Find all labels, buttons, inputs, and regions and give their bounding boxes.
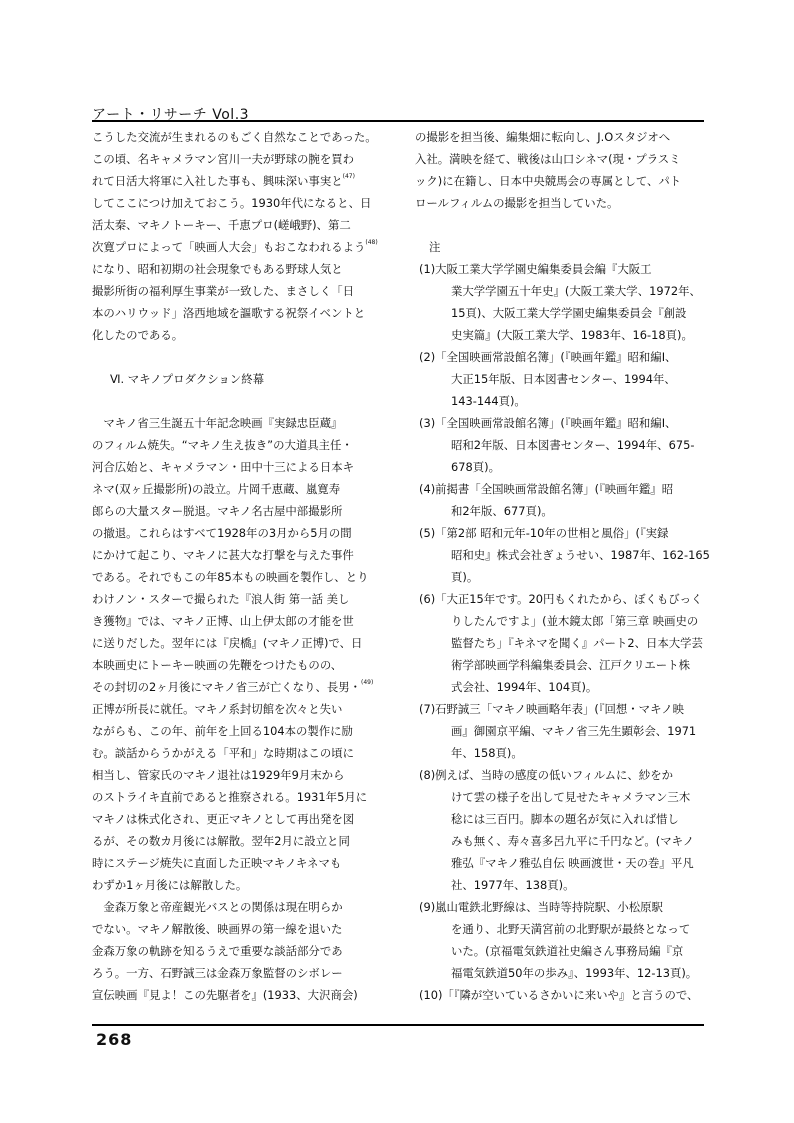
text-line [92, 148, 388, 170]
text-line-content: わずか1ヶ月後には解散した。 [92, 878, 248, 892]
text-line-content: るが、その数カ月後には解散。翌年2月に設立と同 [92, 834, 350, 848]
text-line [92, 412, 388, 434]
note-line [415, 610, 707, 632]
note-line [415, 742, 707, 764]
text-line-content: 相当し、管家氏のマキノ退社は1929年9月末から [92, 768, 345, 782]
text-line-content: 正博が所長に就任。マキノ系封切館を次々と失い [92, 702, 343, 716]
text-line-content: 年、158頁)。 [451, 746, 523, 760]
text-line-content: こうした交流が生まれるのもごく自然なことであった。 [92, 130, 377, 144]
text-line-content: 本のハリウッド」洛西地域を謳歌する祝祭イベントと [92, 306, 366, 320]
text-line-content: してここにつけ加えておこう。1930年代になると、日 [92, 196, 372, 210]
text-line-content: れて日活大将軍に入社した事も、興味深い事実と [92, 174, 343, 188]
note-line [415, 522, 707, 544]
text-line-content: 大正15年版、日本図書センター、1994年、 [451, 372, 676, 386]
page-number: 268 [96, 1030, 133, 1049]
text-line-content: マキノ省三生誕五十年記念映画『実録忠臣蔵』 [92, 416, 343, 430]
text-line [92, 764, 388, 786]
text-line-content: (6)「大正15年です。20円もくれたから、ぼくもびっく [419, 592, 703, 606]
text-line-content: 昭和史』株式会社ぎょうせい、1987年、162-165 [451, 548, 710, 562]
text-line [92, 720, 388, 742]
text-line-content: 河合広始と、キャメラマン・田中十三による日本キ [92, 460, 354, 474]
text-line [92, 984, 388, 1006]
blank-line [415, 214, 707, 236]
text-line-content: 社、1977年、138頁)。 [451, 878, 575, 892]
section-heading [92, 368, 388, 390]
text-line-content: の撤退。これらはすべて1928年の3月から5月の間 [92, 526, 352, 540]
text-line-content: マキノは株式化され、更正マキノとして再出発を図 [92, 812, 355, 826]
text-line [92, 698, 388, 720]
text-line-content: の撮影を担当後、編集畑に転向し、J.Oスタジオへ [415, 130, 671, 144]
text-line-content: 注 [429, 240, 441, 254]
left-column [92, 126, 388, 1006]
text-line-content: りしたんですよ」(並木鏡太郎「第三章 映画史の [451, 614, 699, 628]
text-line-content: いた。(京福電気鉄道社史編さん事務局編『京 [451, 944, 684, 958]
blank-line [92, 390, 388, 412]
text-line-content: その封切の2ヶ月後にマキノ省三が亡くなり、長男・ [92, 680, 362, 694]
note-line [415, 302, 707, 324]
text-line-content: 監督たち」『キネマを聞く』パート2、日本大学芸 [451, 636, 703, 650]
text-line-content: (1)大阪工業大学学園史編集委員会編『大阪工 [419, 262, 652, 276]
text-line-content: 史実篇』(大阪工業大学、1983年、16-18頁)。 [451, 328, 693, 342]
text-line-content: 活太秦、マキノトーキー、千恵プロ(嵯峨野)、第二 [92, 218, 351, 232]
text-line [92, 478, 388, 500]
text-line [92, 258, 388, 280]
note-line [415, 412, 707, 434]
text-line [92, 236, 388, 258]
blank-line [92, 346, 388, 368]
text-line-content: ック)に在籍し、日本中央競馬会の専属として、パト [415, 174, 681, 188]
text-line [92, 192, 388, 214]
text-line-content: けて雲の様子を出して見せたキャメラマン三木 [451, 790, 691, 804]
note-line [415, 478, 707, 500]
note-line [415, 720, 707, 742]
text-line-content: でない。マキノ解散後、映画界の第一線を退いた [92, 922, 343, 936]
text-line-content: (7)石野誠三「マキノ映画略年表」(『回想・マキノ映 [419, 702, 685, 716]
text-line [92, 830, 388, 852]
note-line [415, 500, 707, 522]
text-line-content: ろう。一方、石野誠三は金森万象監督のシボレー [92, 966, 343, 980]
note-line [415, 632, 707, 654]
note-line [415, 544, 710, 566]
note-line [415, 984, 707, 1006]
text-line-content: になり、昭和初期の社会現象でもある野球人気と [92, 262, 343, 276]
note-line [415, 918, 707, 940]
footer-rule [92, 1024, 704, 1026]
note-line [415, 654, 707, 676]
text-line-content: この頃、名キャメラマン宮川一夫が野球の腕を買わ [92, 152, 354, 166]
note-line [415, 280, 707, 302]
text-line-content: 宣伝映画『見よ！この先駆者を』(1933、大沢商会) [92, 988, 358, 1002]
text-line-content: 術学部映画学科編集委員会、江戸クリエート株 [451, 658, 690, 672]
text-line [92, 566, 388, 588]
text-line [92, 610, 388, 632]
text-line [92, 918, 388, 940]
text-line-content: (8)例えば、当時の感度の低いフィルムに、紗をか [419, 768, 673, 782]
text-line [92, 214, 388, 236]
text-line [415, 148, 707, 170]
text-line-content: (9)嵐山電鉄北野線は、当時等持院駅、小松原駅 [419, 900, 663, 914]
text-line-content: 次寛プロによって「映画人大会」もおこなわれるよう [92, 240, 366, 254]
note-line [415, 896, 707, 918]
note-line [415, 676, 707, 698]
text-line-content: (3)「全国映画常設館名簿」(『映画年鑑』昭和編Ⅰ、 [419, 416, 677, 430]
text-line-content: 金森万象と帝産観光バスとの関係は現在明らか [92, 900, 343, 914]
text-line [92, 280, 388, 302]
note-line [415, 808, 707, 830]
text-line [92, 126, 388, 148]
text-line [92, 324, 388, 346]
note-line [415, 940, 707, 962]
running-header: アート・リサーチ Vol.3 [92, 107, 250, 123]
text-line-content: のフィルム焼失。“マキノ生え抜き”の大道具主任・ [92, 438, 353, 452]
text-line-content: 業大学学園五十年史』(大阪工業大学、1972年、 [451, 284, 701, 298]
text-line-content: わけノン・スターで撮られた『浪人街 第一話 美し [92, 592, 350, 606]
text-line [92, 544, 388, 566]
text-line [92, 874, 388, 896]
text-line [92, 962, 388, 984]
text-line [92, 170, 388, 192]
note-line [415, 456, 707, 478]
text-line-content: みも無く、寿々喜多呂九平に千円など。(マキノ [451, 834, 695, 848]
text-line [92, 302, 388, 324]
note-line [415, 390, 707, 412]
note-line [415, 786, 707, 808]
text-line-content: 撮影所街の福利厚生事業が一致した、まさしく「日 [92, 284, 354, 298]
text-line [92, 434, 388, 456]
text-line-content: 678頁)。 [451, 460, 500, 474]
text-line-content: 化したのである。 [92, 328, 184, 342]
text-line-content: 和2年版、677頁)。 [451, 504, 553, 518]
text-line [92, 742, 388, 764]
text-line-content: 昭和2年版、日本図書センター、1994年、675- [451, 438, 695, 452]
text-line [415, 192, 707, 214]
text-line-content: 入社。満映を経て、戦後は山口シネマ(現・プラスミ [415, 152, 681, 166]
text-line [92, 852, 388, 874]
text-line-content: 15頁)、大阪工業大学学園史編集委員会『創設 [451, 306, 687, 320]
text-line-content: む。談話からうかがえる「平和」な時期はこの頃に [92, 746, 354, 760]
note-line [415, 346, 707, 368]
note-line [415, 434, 707, 456]
text-line-content: (4)前掲書「全国映画常設館名簿」(『映画年鑑』昭 [419, 482, 674, 496]
note-line [415, 852, 707, 874]
text-line [92, 808, 388, 830]
text-line-content: を通り、北野天満宮前の北野駅が最終となって [451, 922, 691, 936]
text-line [92, 456, 388, 478]
note-line [415, 764, 707, 786]
text-line-content: Ⅵ. マキノプロダクション終幕 [110, 372, 264, 386]
note-line [415, 588, 707, 610]
text-line [92, 940, 388, 962]
text-line-content: 郎らの大量スター脱退。マキノ名古屋中部撮影所 [92, 504, 343, 518]
text-line-content: ながらも、この年、前年を上回る104本の製作に励 [92, 724, 353, 738]
text-line [92, 588, 388, 610]
footnote-marker: (48) [365, 239, 378, 246]
note-line [415, 830, 707, 852]
text-line [92, 654, 388, 676]
text-line [92, 500, 388, 522]
text-line [92, 896, 388, 918]
note-line [415, 324, 707, 346]
header-rule [92, 120, 704, 122]
text-line-content: 143-144頁)。 [451, 394, 526, 408]
text-line-content: (5)「第2部 昭和元年-10年の世相と風俗」(『実録 [419, 526, 669, 540]
note-line [415, 698, 707, 720]
text-line-content: 稔には三百円。脚本の題名が気に入れば惜し [451, 812, 679, 826]
note-line [415, 368, 707, 390]
note-line [415, 874, 707, 896]
text-line [415, 126, 707, 148]
footnote-marker: (49) [361, 679, 374, 686]
text-line-content: のストライキ直前であると推察される。1931年5月に [92, 790, 368, 804]
footnote-marker: (47) [342, 173, 355, 180]
text-line-content: に送りだした。翌年には『戻橋』(マキノ正博)で、日 [92, 636, 363, 650]
text-line-content: (2)「全国映画常設館名簿」(『映画年鑑』昭和編Ⅰ、 [419, 350, 677, 364]
note-line [415, 962, 707, 984]
text-line [92, 786, 388, 808]
text-line-content: 金森万象の軌跡を知るうえで重要な談話部分であ [92, 944, 343, 958]
text-line [92, 676, 388, 698]
note-line [415, 566, 707, 588]
text-line-content: 福電気鉄道50年の歩み』、1993年、12-13頁)。 [451, 966, 698, 980]
text-line-content: 本映画史にトーキー映画の先鞭をつけたものの、 [92, 658, 343, 672]
text-line-content: 式会社、1994年、104頁)。 [451, 680, 598, 694]
notes-heading [415, 236, 707, 258]
right-column [415, 126, 710, 1006]
text-line-content: 頁)。 [451, 570, 479, 584]
text-line-content: ロールフィルムの撮影を担当していた。 [415, 196, 619, 210]
text-line-content: 画』御園京平編、マキノ省三先生顕彰会、1971 [451, 724, 697, 738]
text-line-content: 時にステージ焼失に直面した正映マキノキネマも [92, 856, 342, 870]
text-line-content: ネマ(双ヶ丘撮影所)の設立。片岡千恵蔵、嵐寛寿 [92, 482, 341, 496]
text-line-content: き獲物』では、マキノ正博、山上伊太郎の才能を世 [92, 614, 354, 628]
text-line-content: (10)「『隣が空いているさかいに来いや』と言うので、 [419, 988, 699, 1002]
text-line [92, 632, 388, 654]
text-line-content: にかけて起こり、マキノに甚大な打撃を与えた事件 [92, 548, 354, 562]
text-line-content: である。それでもこの年85本もの映画を製作し、とり [92, 570, 369, 584]
text-line [92, 522, 388, 544]
note-line [415, 258, 707, 280]
text-line [415, 170, 707, 192]
text-line-content: 雅弘『マキノ雅弘自伝 映画渡世・天の巻』平凡 [451, 856, 694, 870]
